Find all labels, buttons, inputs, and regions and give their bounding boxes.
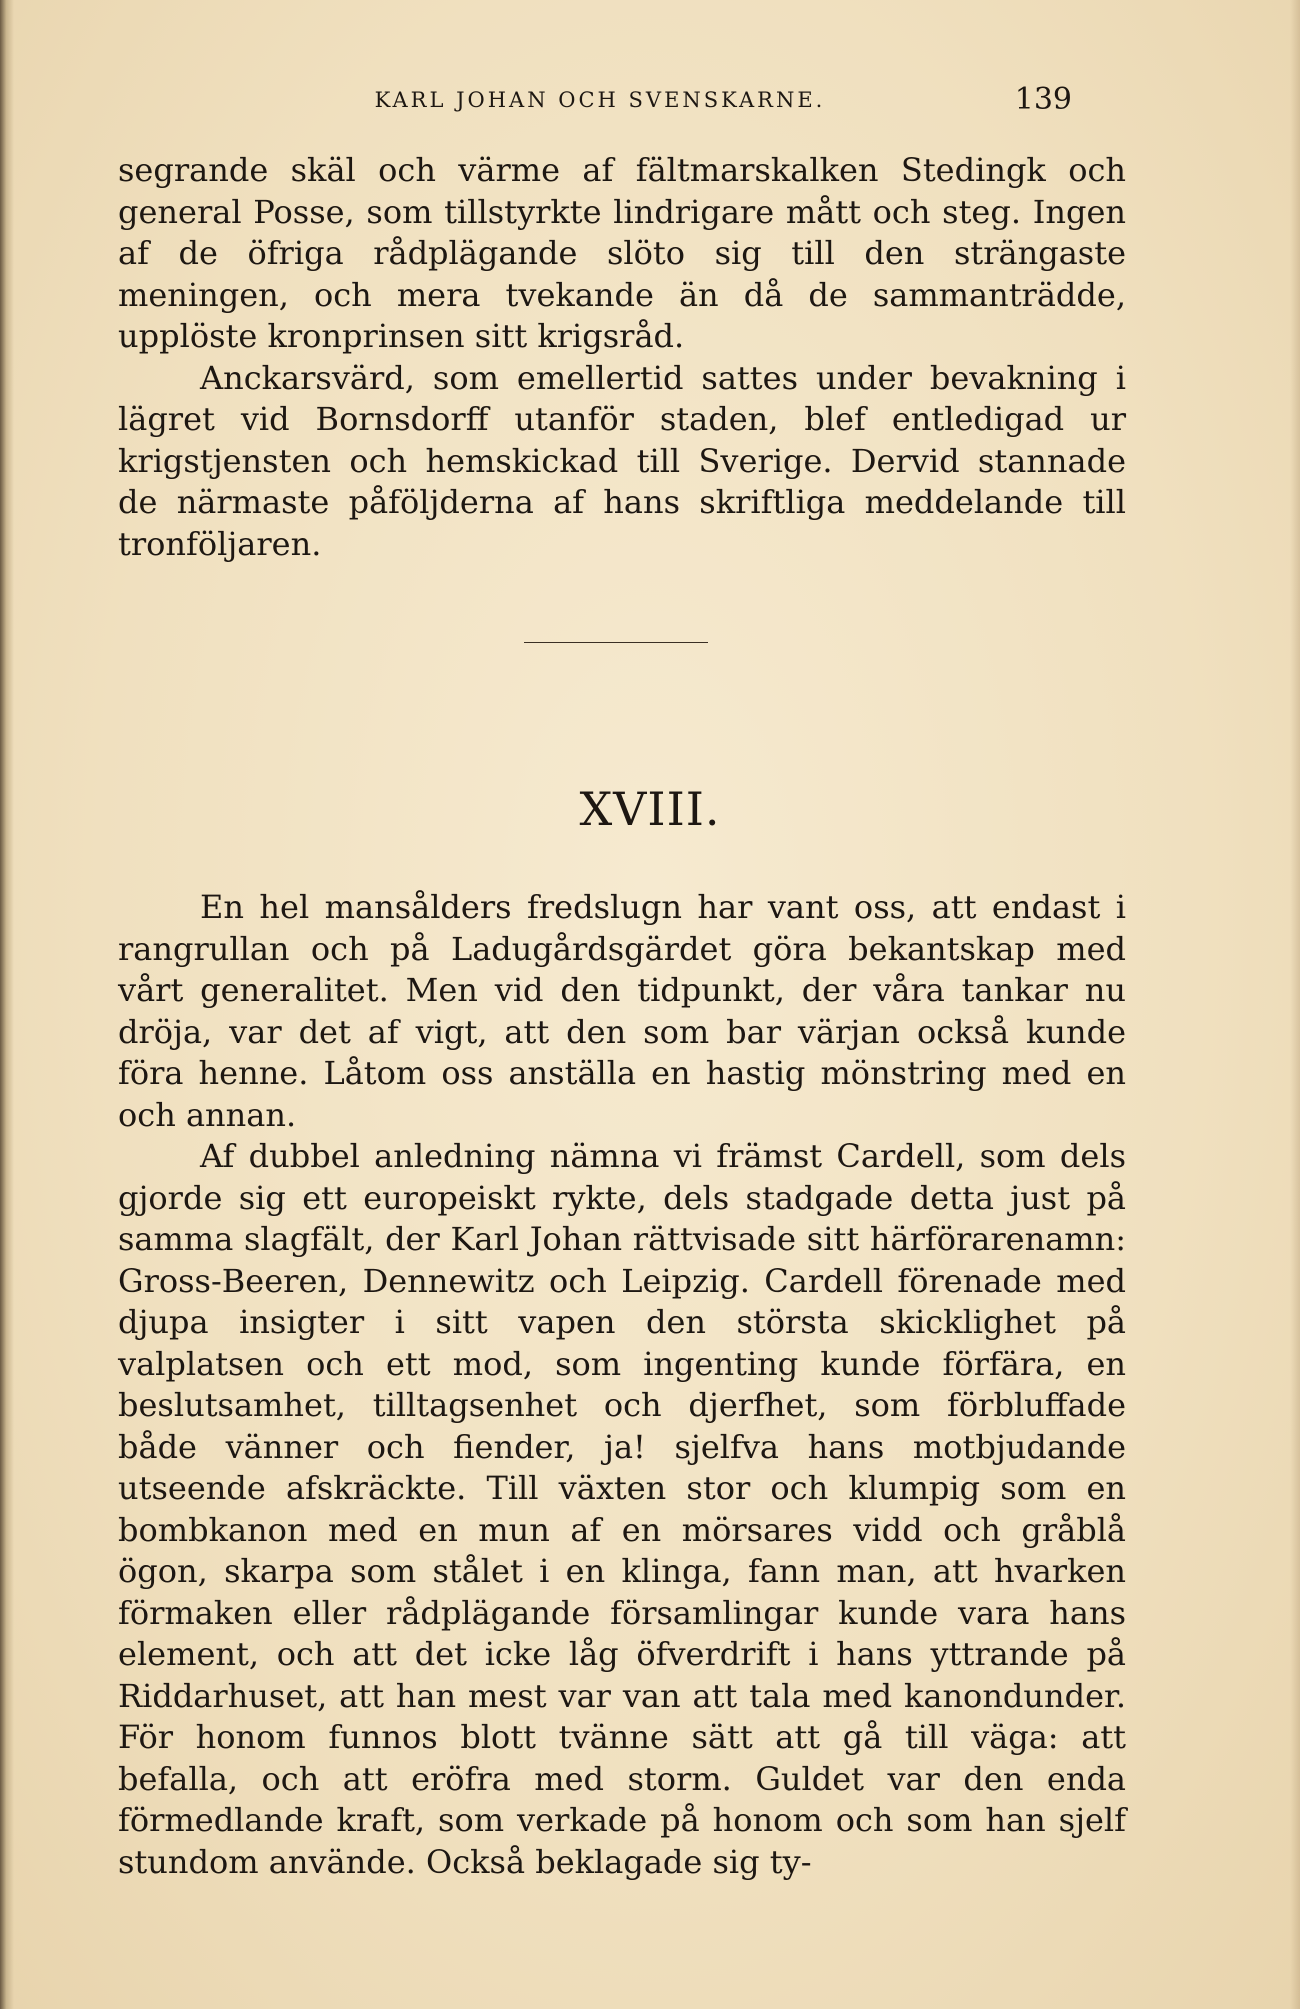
section-divider-rule [524, 642, 708, 643]
page-number: 139 [1014, 82, 1072, 117]
section-two-text [118, 887, 1126, 1883]
running-head [118, 82, 1082, 122]
running-title: KARL JOHAN OCH SVENSKARNE. [374, 88, 826, 112]
paragraph-generalitet: En hel mansålders fredslugn har vant oss, att endast i rangrullan och på Ladugårdsgärdet göra bekantskap med vårt generalitet. Men vid den tidpunkt, der våra tankar nu dröja, var det af vigt, att den som bar värjan också kunde föra henne. Låtom oss anställa en hastig mönstring med en och annan. [118, 888, 1126, 1134]
paragraph-cardell: Af dubbel anledning nämna vi främst Cardell, som dels gjorde sig ett europeiskt rykte, dels stadgade detta just på samma slagfält, der Karl Johan rättvisade sitt härförarenamn: Gross-Beeren, Dennewitz och Leipzig. Cardell förenade med djupa insigter i sitt vapen den största skicklighet på valplatsen och ett mod, som ingenting kunde förfära, en beslutsamhet, tilltagsenhet och djerfhet, som förbluffade både vänner och fiender, ja! sjelfva hans motbjudande utseende afskräckte. Till växten stor och klumpig som en bombkanon med en mun af en mörsares vidd och gråblå ögon, skarpa som stålet i en klinga, fann man, att hvarken förmaken eller rådplägande församlingar kunde vara hans element, och att det icke låg öfverdrift i hans yttrande på Riddarhuset, att han mest var van att tala med kanondunder. För honom funnos blott tvänne sätt att gå till väga: att befalla, och att eröfra med storm. Guldet var den enda förmedlande kraft, som verkade på honom och som han sjelf stundom använde. Också beklagade sig ty- [118, 1137, 1126, 1881]
section-one-text [118, 150, 1126, 565]
paragraph-anckarsvard: Anckarsvärd, som emellertid sattes under bevakning i lägret vid Bornsdorff utanför staden, blef entledigad ur krigstjensten och hemskickad till Sverige. Dervid stannade de närmaste påföljderna af hans skriftliga meddelande till tronföljaren. [118, 358, 1126, 563]
chapter-heading: XVIII. [579, 782, 721, 836]
paragraph-continuation: segrande skäl och värme af fältmarskalken Stedingk och general Posse, som tillstyrkte lindrigare mått och steg. Ingen af de öfriga rådplägande slöto sig till den strängaste meningen, och mera tvekande än då de sammanträdde, upplöste kronprinsen sitt krigsråd. [118, 151, 1126, 355]
